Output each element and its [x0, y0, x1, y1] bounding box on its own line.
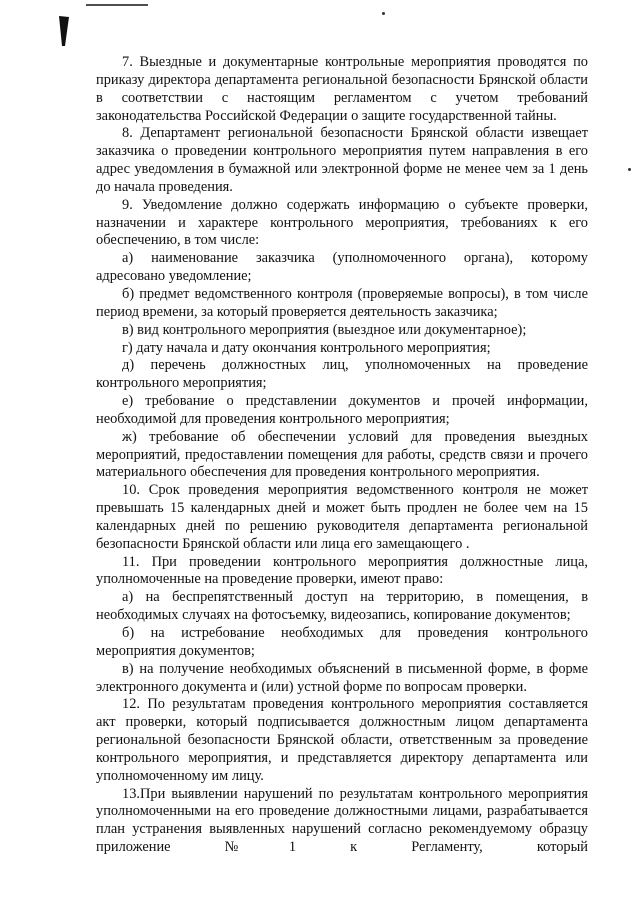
paragraph-9-item-g: г) дату начала и дату окончания контрольного мероприятия; — [122, 339, 491, 356]
paragraph-8: 8. Департамент региональной безопасности Брянской области извещает заказчика о проведении контрольного мероприятия путем направления в его адрес уведомления в бумажной или электронной форме не менее чем за 1 день до начала проведения. — [96, 125, 588, 195]
paragraph-9-item-b: б) предмет ведомственного контроля (проверяемые вопросы), в том числе период времени, за который проверяется деятельность заказчика; — [96, 285, 588, 320]
paragraph-11: 11. При проведении контрольного мероприятия должностные лица, уполномоченные на проведение проверки, имеют право: — [96, 553, 588, 588]
paragraph-10: 10. Срок проведения мероприятия ведомственного контроля не может превышать 15 календарных дней и может быть продлен не более чем на 15 календарных дней по решению руководителя департамента региональной безопасности Брянской области или лица его замещающего . — [96, 482, 588, 552]
scan-dot — [628, 168, 631, 171]
scan-dot — [382, 12, 385, 15]
paragraph-9: 9. Уведомление должно содержать информацию о субъекте проверки, назначении и характере контрольного мероприятия, требованиях к его обеспечению, в том числе: — [96, 196, 588, 249]
paragraph-9-item-d: д) перечень должностных лиц, уполномоченных на проведение контрольного мероприятия; — [96, 357, 588, 392]
scan-edge-line — [86, 4, 148, 6]
paragraph-11-item-v: в) на получение необходимых объяснений в письменной форме, в форме электронного документа и (или) устной форме по вопросам проверки. — [96, 660, 588, 695]
document-body — [96, 54, 588, 857]
paragraph-9-item-a: а) наименование заказчика (уполномоченного органа), которому адресовано уведомление; — [96, 250, 588, 285]
paragraph-9-item-e: е) требование о представлении документов и прочей информации, необходимой для проведения контрольного мероприятия; — [96, 393, 588, 427]
paragraph-9-item-v: в) вид контрольного мероприятия (выездное или документарное); — [122, 321, 527, 338]
paragraph-12: 12. По результатам проведения контрольного мероприятия составляется акт проверки, который подписывается должностным лицом департамента региональной безопасности Брянской области, ответственным за проведение контрольного мероприятия, и представляется директору департамента или уполномоченному им лицу. — [96, 696, 588, 784]
paragraph-9-item-zh: ж) требование об обеспечении условий для проведения выездных мероприятий, предоставлении помещения для работы, средств связи и прочего материального обеспечения для проведения контрольного мероприятия. — [96, 428, 588, 481]
paragraph-11-item-b: б) на истребование необходимых для проведения контрольного мероприятия документов; — [96, 625, 588, 659]
paragraph-11-item-a: а) на беспрепятственный доступ на территорию, в помещения, в необходимых случаях на фотосъемку, видеозапись, копирование документов; — [96, 589, 588, 624]
scan-corner-mark — [59, 16, 69, 46]
paragraph-13: 13.При выявлении нарушений по результатам контрольного мероприятия уполномоченными на его проведение должностными лицами, разрабатывается план устранения выявленных нарушений согласно рекомендуемому образцу приложение №1 к Регламенту, который — [96, 785, 588, 856]
paragraph-7: 7. Выездные и документарные контрольные мероприятия проводятся по приказу директора департамента региональной безопасности Брянской области в соответствии с настоящим регламентом с учетом требований законодательства Российской Федерации о защите государственной тайны. — [96, 54, 588, 124]
